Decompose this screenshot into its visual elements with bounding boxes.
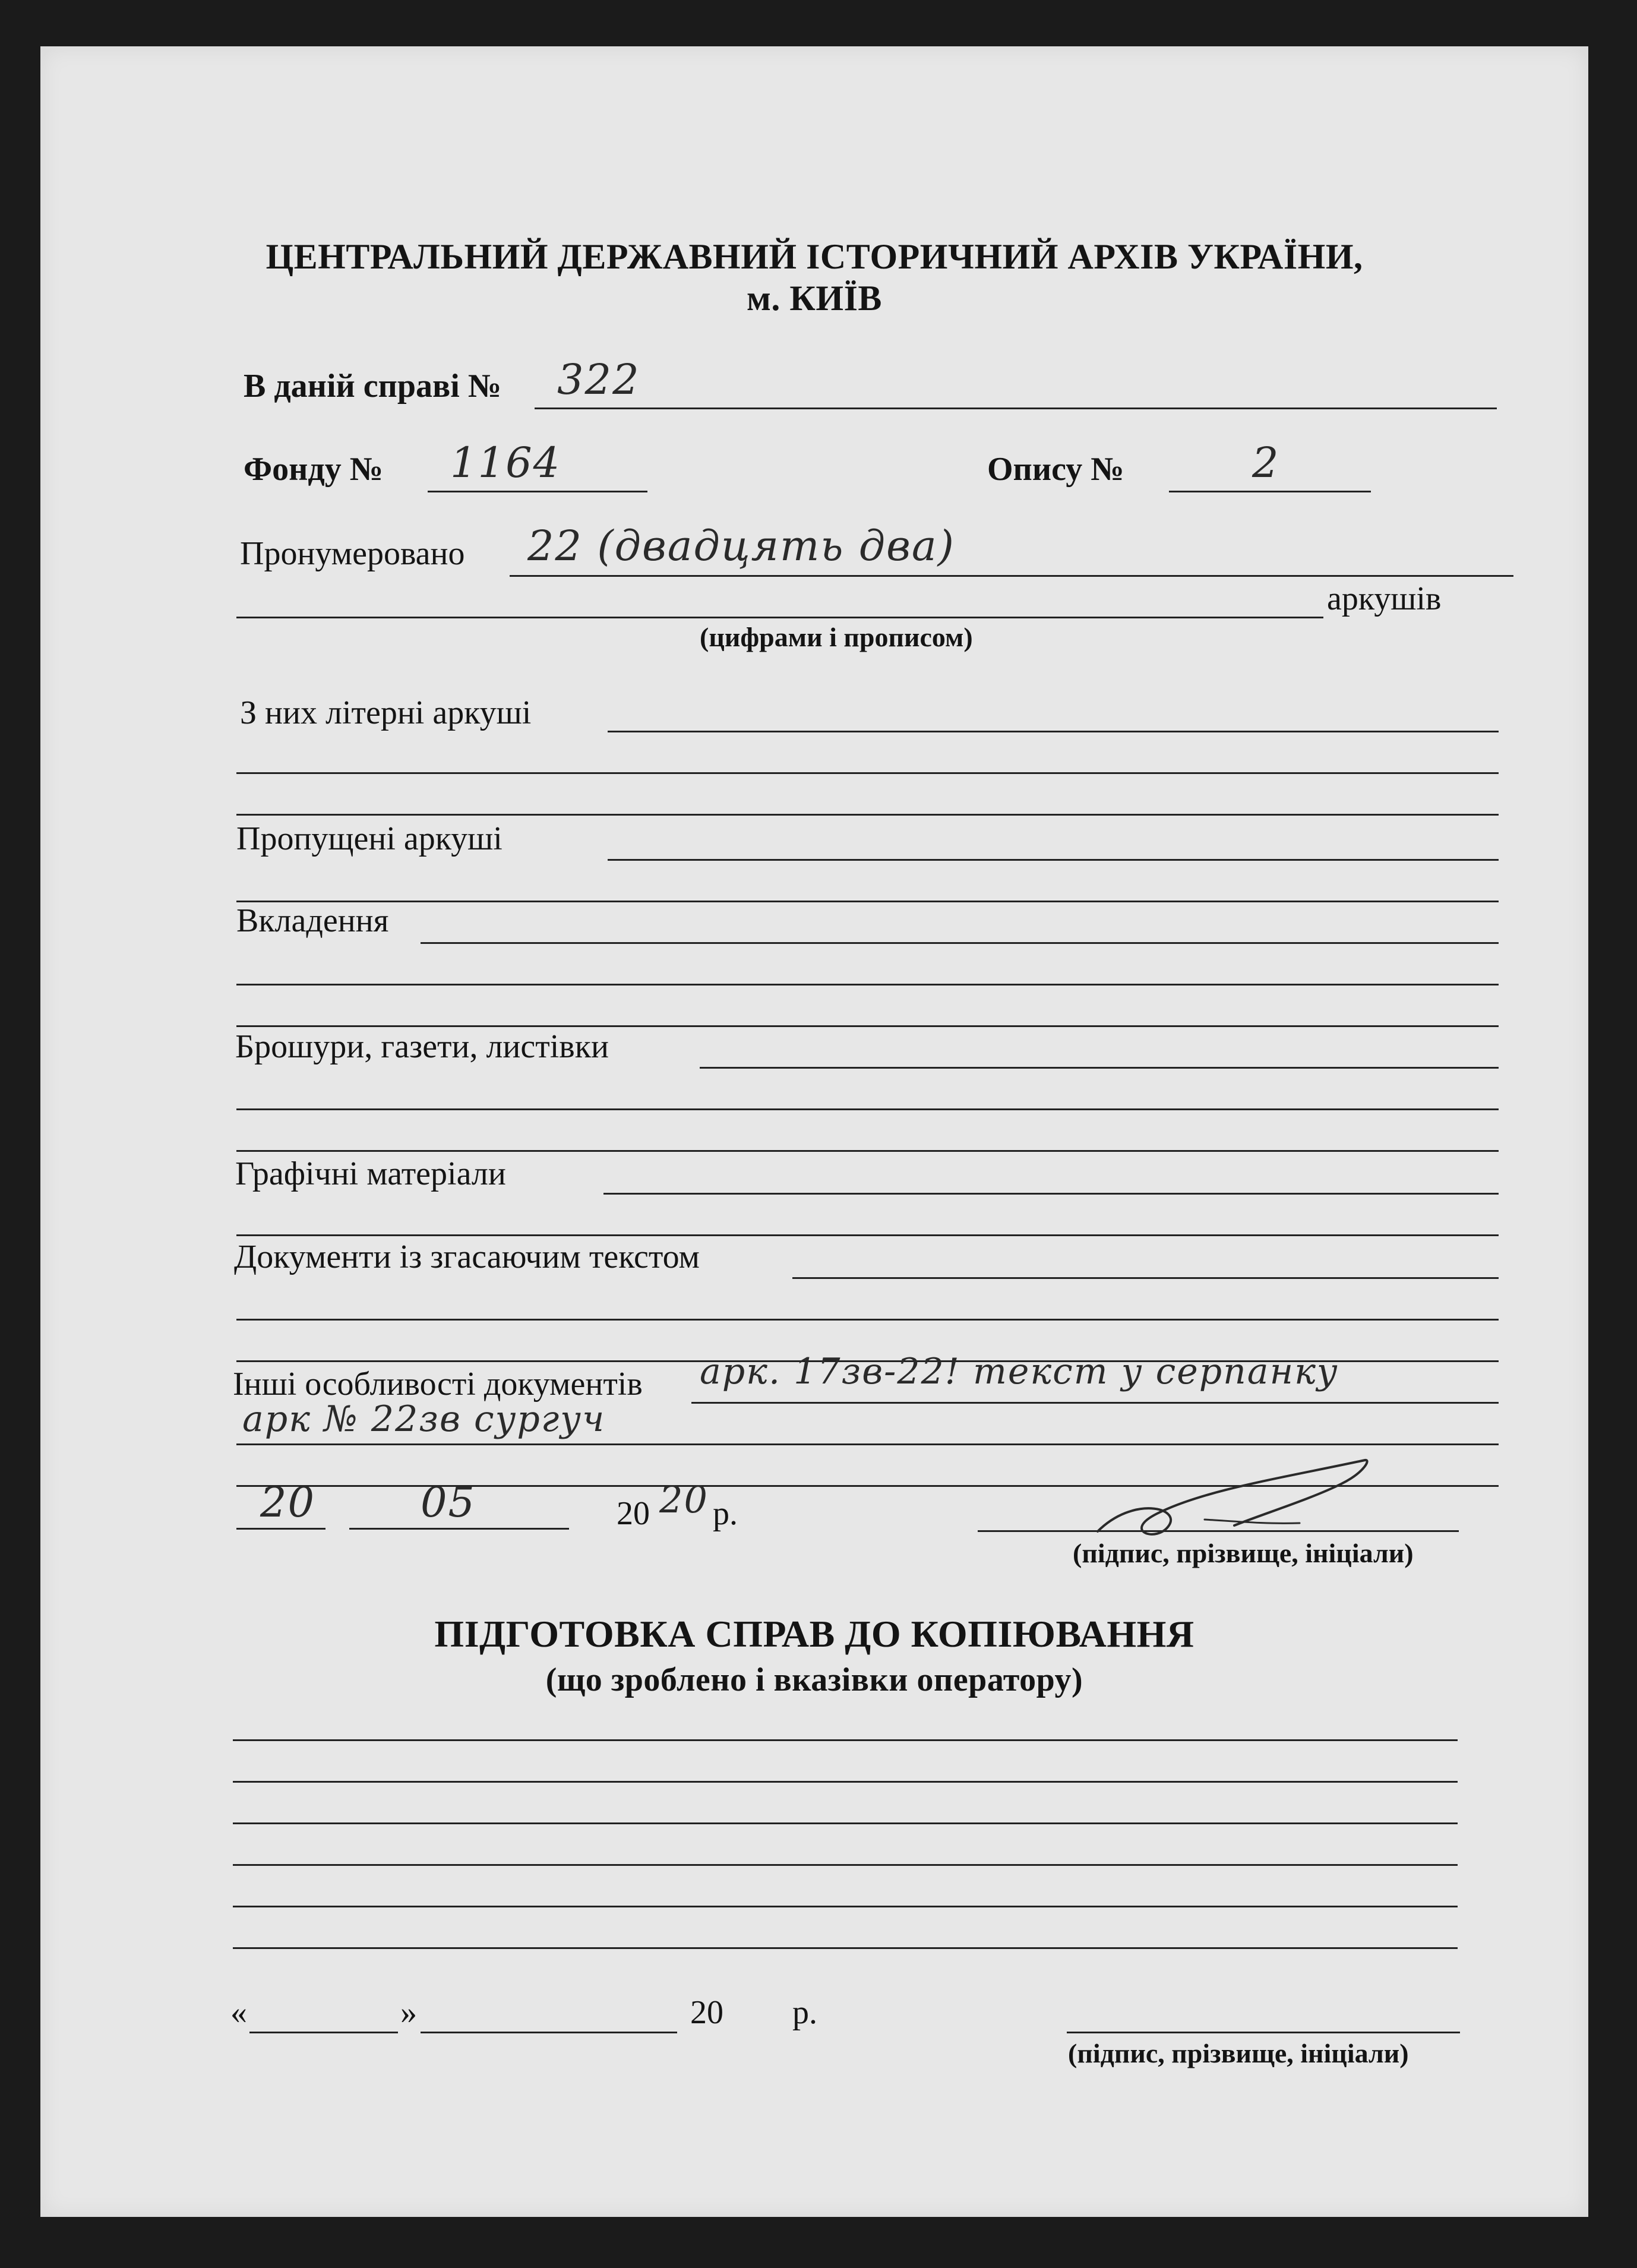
opys-value: 2 xyxy=(1252,438,1280,487)
brochures-line-2 xyxy=(236,1108,1499,1110)
case-number-value: 322 xyxy=(557,355,640,404)
prep-line-5 xyxy=(233,1906,1458,1907)
prep-day-line xyxy=(249,2032,398,2033)
preparation-subtitle: (що зроблено і вказівки оператору) xyxy=(545,1661,1083,1698)
prep-line-2 xyxy=(233,1781,1458,1783)
other-features-label: Інші особливості документів xyxy=(233,1366,643,1403)
letter-sheets-label: З них літерні аркуші xyxy=(240,694,532,731)
letter-sheets-line-2 xyxy=(236,772,1499,774)
case-number-label: В даній справі № xyxy=(244,368,502,405)
archive-name-heading: ЦЕНТРАЛЬНИЙ ДЕРЖАВНИЙ ІСТОРИЧНИЙ АРХІВ УКРАЇНИ, xyxy=(266,237,1363,276)
graphic-materials-label: Графічні матеріали xyxy=(235,1155,506,1192)
numbered-line-1 xyxy=(510,575,1513,577)
brochures-line-1 xyxy=(700,1067,1499,1069)
faded-docs-label: Документи із згасаючим текстом xyxy=(234,1239,700,1275)
brochures-line-3 xyxy=(236,1150,1499,1152)
prep-line-1 xyxy=(233,1739,1458,1741)
other-features-line-1 xyxy=(691,1402,1499,1404)
fond-label: Фонду № xyxy=(244,451,383,488)
opys-line xyxy=(1169,491,1371,492)
other-features-value-1: арк. 17зв-22! текст у серпанку xyxy=(700,1351,1339,1392)
attachments-line-3 xyxy=(236,1025,1499,1027)
date-unit: р. xyxy=(713,1495,738,1532)
missing-sheets-line-2 xyxy=(236,901,1499,902)
other-features-line-2 xyxy=(236,1443,1499,1445)
preparation-title: ПІДГОТОВКА СПРАВ ДО КОПІЮВАННЯ xyxy=(434,1613,1194,1655)
date-month-line xyxy=(349,1528,569,1530)
graphic-materials-line-2 xyxy=(236,1234,1499,1236)
numbered-line-2 xyxy=(236,617,1323,618)
case-number-line xyxy=(535,408,1497,409)
prep-signature-hint: (підпис, прізвище, ініціали) xyxy=(1068,2038,1409,2068)
faded-docs-line-2 xyxy=(236,1319,1499,1321)
other-features-value-2: арк № 22зв сургуч xyxy=(242,1398,606,1440)
date-year-suffix: 20 xyxy=(659,1478,709,1521)
archive-form-page xyxy=(40,46,1588,2217)
opys-label: Опису № xyxy=(987,451,1124,488)
brochures-label: Брошури, газети, листівки xyxy=(235,1028,609,1065)
numbered-hint: (цифрами і прописом) xyxy=(700,622,973,652)
prep-date-unit: р. xyxy=(792,1994,817,2031)
missing-sheets-line-1 xyxy=(608,859,1499,861)
letter-sheets-line-3 xyxy=(236,814,1499,816)
signature-mark xyxy=(1086,1454,1418,1549)
attachments-line-1 xyxy=(421,942,1499,944)
fond-value: 1164 xyxy=(450,438,561,487)
prep-signature-line xyxy=(1067,2032,1460,2033)
prep-line-6 xyxy=(233,1947,1458,1949)
prep-quote-open: « xyxy=(230,1994,247,2031)
fond-line xyxy=(428,491,647,492)
archive-city-heading: м. КИЇВ xyxy=(747,279,882,318)
prep-line-4 xyxy=(233,1864,1458,1866)
attachments-line-2 xyxy=(236,984,1499,985)
signature-hint: (підпис, прізвище, ініціали) xyxy=(1073,1538,1414,1568)
date-day-line xyxy=(236,1528,325,1530)
prep-month-line xyxy=(421,2032,677,2033)
attachments-label: Вкладення xyxy=(236,902,389,939)
sheets-suffix: аркушів xyxy=(1327,580,1442,617)
numbered-label: Пронумеровано xyxy=(240,535,465,572)
missing-sheets-label: Пропущені аркуші xyxy=(236,820,503,857)
faded-docs-line-1 xyxy=(792,1277,1499,1279)
date-day-value: 20 xyxy=(260,1478,316,1527)
date-year-prefix: 20 xyxy=(617,1495,650,1532)
prep-line-3 xyxy=(233,1822,1458,1824)
letter-sheets-line-1 xyxy=(608,731,1499,732)
date-month-value: 05 xyxy=(421,1478,476,1527)
prep-year-prefix: 20 xyxy=(690,1994,723,2031)
graphic-materials-line-1 xyxy=(603,1193,1499,1195)
numbered-value: 22 (двадцять два) xyxy=(527,522,955,570)
prep-quote-close: » xyxy=(400,1994,417,2031)
